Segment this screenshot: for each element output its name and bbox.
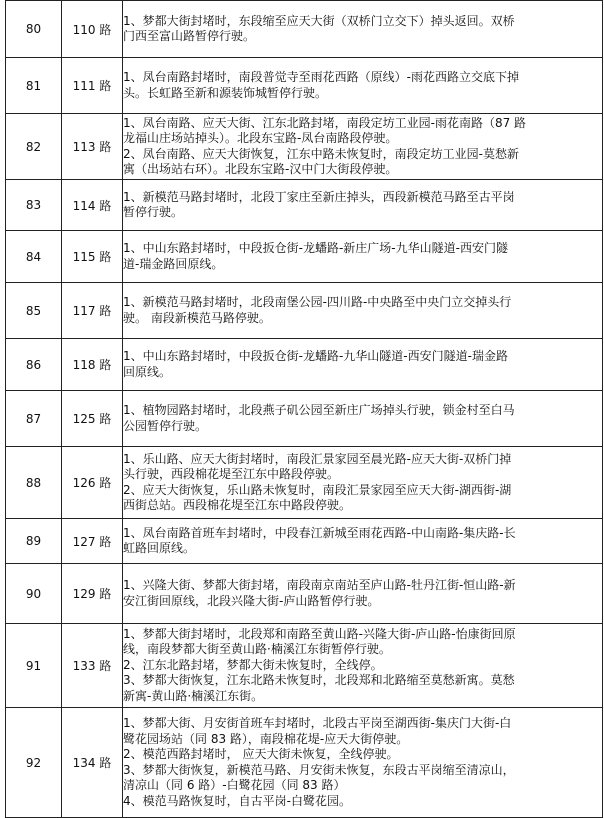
description-line: 1、中山东路封堵时，中段扳仓街-龙蟠路-九华山隧道-西安门隧道-瑞金路 bbox=[123, 349, 508, 363]
table-row bbox=[6, 708, 603, 818]
route-number: 125 路 bbox=[62, 391, 123, 447]
description-line: 1、植物园路封堵时，北段燕子矶公园至新庄广场掉头行驶，锁金村至白马 bbox=[123, 403, 515, 417]
route-number: 117 路 bbox=[62, 283, 123, 339]
diversion-description bbox=[123, 180, 603, 231]
description-line: 龙福山庄场站掉头）。北段东宝路-凤台南路段停驶。 bbox=[123, 131, 398, 145]
description-line: 2、凤台南路、应天大街恢复，江东中路未恢复时，南段定坊工业园-莫愁新 bbox=[123, 146, 519, 161]
diversion-description bbox=[123, 391, 603, 447]
description-line: 门西至富山路暂停行驶。 bbox=[123, 29, 256, 43]
description-line: 4、模范马路恢复时，自古平岗-白鹭花园。 bbox=[123, 793, 351, 808]
description-line: 虹路回原线。 bbox=[123, 541, 196, 555]
diversion-description bbox=[123, 564, 603, 624]
diversion-description bbox=[123, 339, 603, 391]
route-diversion-table bbox=[5, 0, 603, 818]
route-number: 126 路 bbox=[62, 447, 123, 519]
route-number: 113 路 bbox=[62, 114, 123, 180]
description-line: 1、新模范马路封堵时，北段丁家庄至新庄掉头，西段新模范马路至古平岗 bbox=[123, 189, 515, 204]
diversion-description bbox=[123, 231, 603, 283]
description-line: 1、乐山路、应天大街封堵时，南段汇景家园至晨光路-应天大街-双桥门掉 bbox=[123, 451, 512, 466]
description-line: 1、梦都大街、月安街首班车封堵时，北段古平岗至湖西街-集庆门大街-白 bbox=[123, 716, 512, 730]
table-row bbox=[6, 180, 603, 231]
table-row bbox=[6, 519, 603, 564]
description-line: 寓（出场站右环）。北段东宝路-汉中门大街段停驶。 bbox=[123, 162, 398, 176]
description-line: 鹭花园场站（同 83 路），南段棉花堤-应天大街停驶。 bbox=[123, 731, 409, 746]
table-row bbox=[6, 1, 603, 58]
diversion-description bbox=[123, 624, 603, 708]
diversion-description bbox=[123, 283, 603, 339]
row-number: 82 bbox=[6, 114, 62, 180]
route-number: 127 路 bbox=[62, 519, 123, 564]
row-number: 85 bbox=[6, 283, 62, 339]
route-number: 110 路 bbox=[62, 1, 123, 58]
diversion-description bbox=[123, 114, 603, 180]
description-line: 1、凤台南路首班车封堵时，中段春江新城至雨花西路-中山南路-集庆路-长 bbox=[123, 525, 516, 540]
row-number: 81 bbox=[6, 58, 62, 114]
row-number: 84 bbox=[6, 231, 62, 283]
route-number: 114 路 bbox=[62, 180, 123, 231]
description-line: 清凉山（同 6 路）-白鹭花园（同 83 路） bbox=[123, 778, 346, 792]
description-line: 1、梦都大街封堵时，东段缩至应天大街（双桥门立交下）掉头返回。双桥 bbox=[123, 13, 515, 28]
row-number: 87 bbox=[6, 391, 62, 447]
table-row bbox=[6, 231, 603, 283]
description-line: 头行驶，西段棉花堤至江东中路段停驶。 bbox=[123, 467, 340, 481]
description-line: 2、应天大街恢复，乐山路未恢复时，南段汇景家园至应天大街-湖西街-湖 bbox=[123, 482, 512, 497]
description-line: 驶。 南段新模范马路停驶。 bbox=[123, 310, 271, 325]
description-line: 新寓-黄山路·楠溪江东街。 bbox=[123, 688, 264, 703]
row-number: 86 bbox=[6, 339, 62, 391]
table-row bbox=[6, 624, 603, 708]
diversion-description bbox=[123, 447, 603, 519]
description-line: 1、凤台南路、应天大街、江东北路封堵，南段定坊工业园-雨花南路（87 路 bbox=[123, 115, 527, 130]
description-line: 道-瑞金路回原线。 bbox=[123, 256, 224, 271]
description-line: 1、凤台南路封堵时，南段普觉寺至雨花西路（原线）-雨花西路立交底下掉 bbox=[123, 70, 519, 84]
route-number: 111 路 bbox=[62, 58, 123, 114]
row-number: 80 bbox=[6, 1, 62, 58]
table-row bbox=[6, 447, 603, 519]
table-row bbox=[6, 391, 603, 447]
description-line: 3、梦都大街恢复，新模范马路、月安街未恢复，东段古平岗缩至清凉山， bbox=[123, 762, 515, 777]
description-line: 1、梦都大街封堵时，北段郑和南路至黄山路-兴隆大街-庐山路-怡康街回原 bbox=[123, 626, 516, 641]
route-number: 129 路 bbox=[62, 564, 123, 624]
diversion-description bbox=[123, 1, 603, 58]
route-number: 134 路 bbox=[62, 708, 123, 818]
route-number: 133 路 bbox=[62, 624, 123, 708]
description-line: 公园暂停行驶。 bbox=[123, 418, 208, 433]
description-line: 2、模范西路封堵时， 应天大街未恢复，全线停驶。 bbox=[123, 747, 399, 761]
row-number: 91 bbox=[6, 624, 62, 708]
description-line: 回原线。 bbox=[123, 364, 172, 379]
table-row bbox=[6, 58, 603, 114]
description-line: 暂停行驶。 bbox=[123, 205, 184, 219]
description-line: 1、兴隆大街、梦都大街封堵，南段南京南站至庐山路-牡丹江街-恒山路-新 bbox=[123, 578, 516, 592]
table-row bbox=[6, 283, 603, 339]
diversion-description bbox=[123, 58, 603, 114]
row-number: 83 bbox=[6, 180, 62, 231]
row-number: 88 bbox=[6, 447, 62, 519]
diversion-description bbox=[123, 708, 603, 818]
description-line: 线，南段梦都大街至黄山路·楠溪江东街暂停行驶。 bbox=[123, 642, 391, 657]
row-number: 90 bbox=[6, 564, 62, 624]
route-number: 115 路 bbox=[62, 231, 123, 283]
diversion-description bbox=[123, 519, 603, 564]
table-row bbox=[6, 114, 603, 180]
description-line: 2、江东北路封堵，梦都大街未恢复时，全线停。 bbox=[123, 657, 383, 672]
description-line: 1、中山东路封堵时，中段扳仓街-龙蟠路-新庄广场-九华山隧道-西安门隧 bbox=[123, 241, 508, 255]
description-line: 头。长虹路至新和源装饰城暂停行驶。 bbox=[123, 85, 328, 100]
table-row bbox=[6, 564, 603, 624]
description-line: 1、新模范马路封堵时，北段南堡公园-四川路-中央路至中央门立交掉头行 bbox=[123, 295, 512, 309]
table-row bbox=[6, 339, 603, 391]
row-number: 92 bbox=[6, 708, 62, 818]
description-line: 西街总站。西段棉花堤至江东中路段停驶。 bbox=[123, 498, 352, 512]
description-line: 安江街回原线，北段兴隆大街-庐山路暂停行驶。 bbox=[123, 593, 380, 608]
row-number: 89 bbox=[6, 519, 62, 564]
description-line: 3、梦都大街恢复，江东北路未恢复时，北段郑和北路缩至莫愁新寓。莫愁 bbox=[123, 673, 515, 688]
route-number: 118 路 bbox=[62, 339, 123, 391]
